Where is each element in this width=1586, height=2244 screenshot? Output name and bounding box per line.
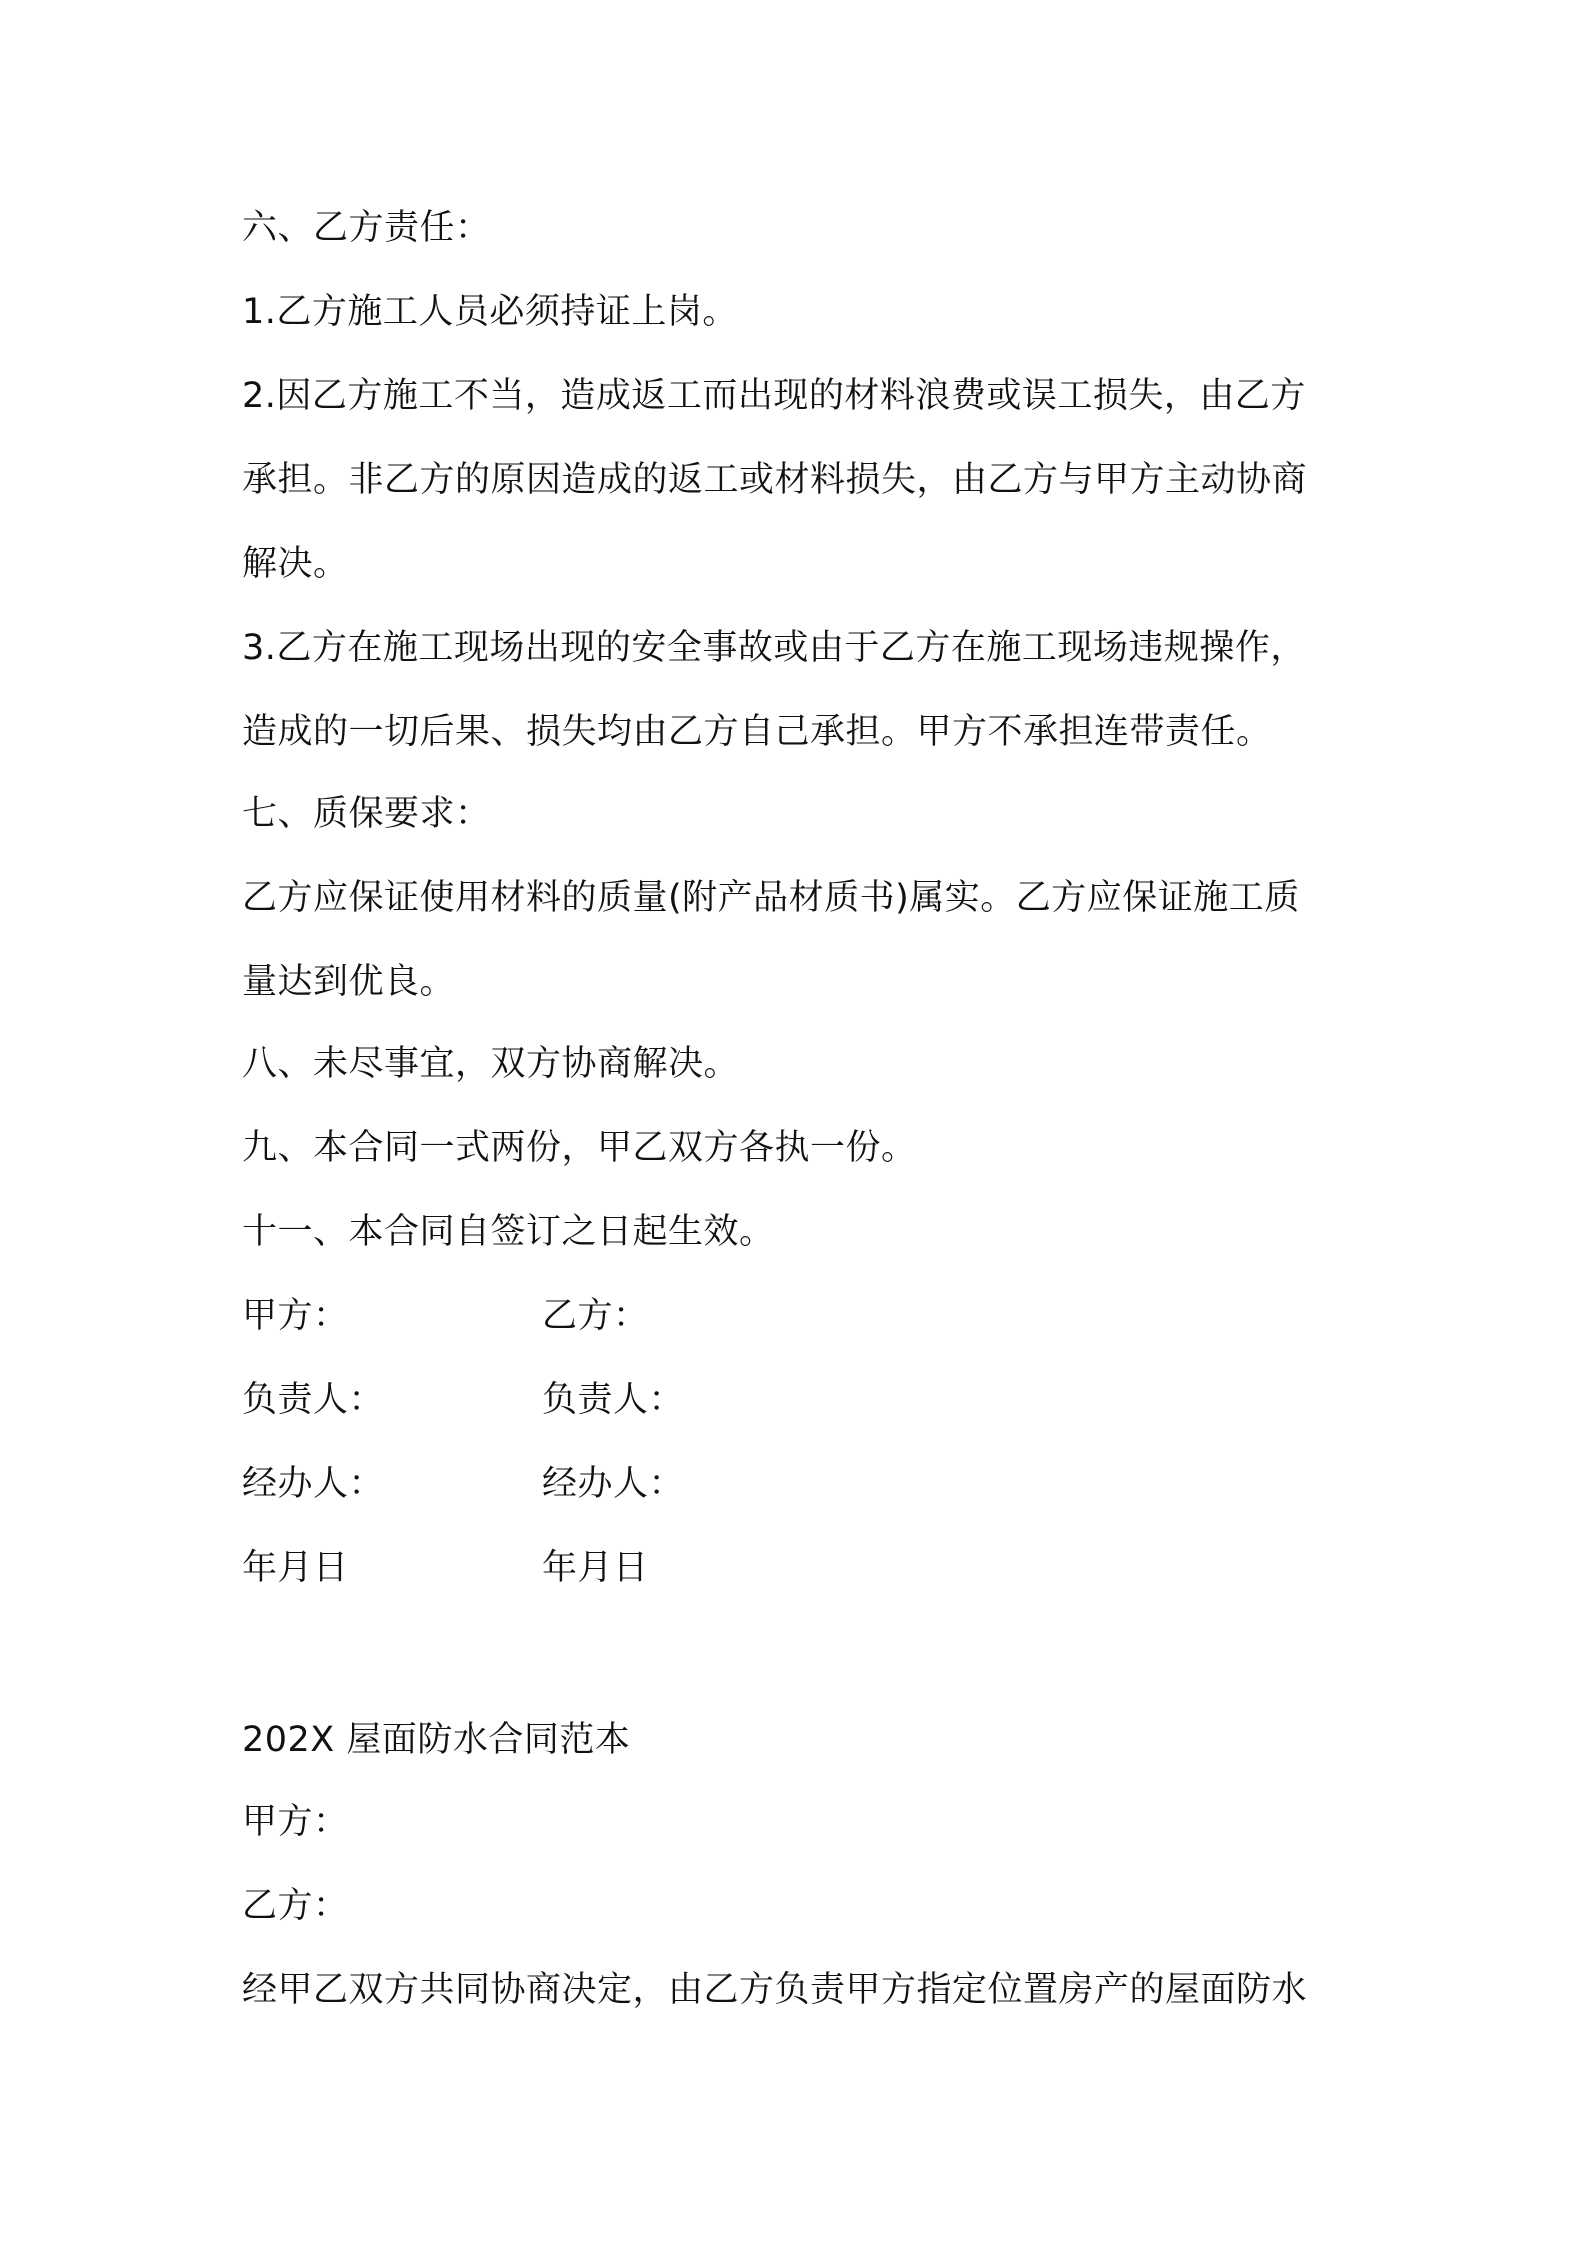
section-7-text-line-2: 量达到优良。 <box>242 962 456 1002</box>
signature-handler-a: 经办人： <box>242 1464 385 1504</box>
section-9: 九、本合同一式两份，甲乙双方各执一份。 <box>242 1128 917 1168</box>
section-6-item-2-line-3: 解决。 <box>242 544 349 584</box>
contract-party-a: 甲方： <box>242 1802 349 1842</box>
section-6-item-2-line-1: 2.因乙方施工不当，造成返工而出现的材料浪费或误工损失，由乙方 <box>242 376 1306 416</box>
contract-party-b: 乙方： <box>242 1886 349 1926</box>
signature-responsible-a: 负责人： <box>242 1380 385 1420</box>
section-7-text-line-1: 乙方应保证使用材料的质量(附产品材质书)属实。乙方应保证施工质 <box>242 878 1300 918</box>
signature-date-a: 年月日 <box>242 1548 349 1588</box>
section-7-heading: 七、质保要求： <box>242 794 491 834</box>
contract-intro: 经甲乙双方共同协商决定，由乙方负责甲方指定位置房产的屋面防水 <box>242 1970 1308 2010</box>
section-6-item-1: 1.乙方施工人员必须持证上岗。 <box>242 292 738 332</box>
section-6-item-3-line-2: 造成的一切后果、损失均由乙方自己承担。甲方不承担连带责任。 <box>242 712 1272 752</box>
section-8: 八、未尽事宜，双方协商解决。 <box>242 1044 740 1084</box>
signature-handler-b: 经办人： <box>542 1464 685 1504</box>
section-6-item-2-line-2: 承担。非乙方的原因造成的返工或材料损失，由乙方与甲方主动协商 <box>242 460 1308 500</box>
contract-title: 202X 屋面防水合同范本 <box>242 1720 631 1760</box>
section-6-item-3-line-1: 3.乙方在施工现场出现的安全事故或由于乙方在施工现场违规操作， <box>242 628 1306 668</box>
section-6-heading: 六、乙方责任： <box>242 208 491 248</box>
signature-party-b: 乙方： <box>542 1296 649 1336</box>
signature-party-a: 甲方： <box>242 1296 349 1336</box>
signature-date-b: 年月日 <box>542 1548 649 1588</box>
signature-responsible-b: 负责人： <box>542 1380 685 1420</box>
section-11: 十一、本合同自签订之日起生效。 <box>242 1212 775 1252</box>
